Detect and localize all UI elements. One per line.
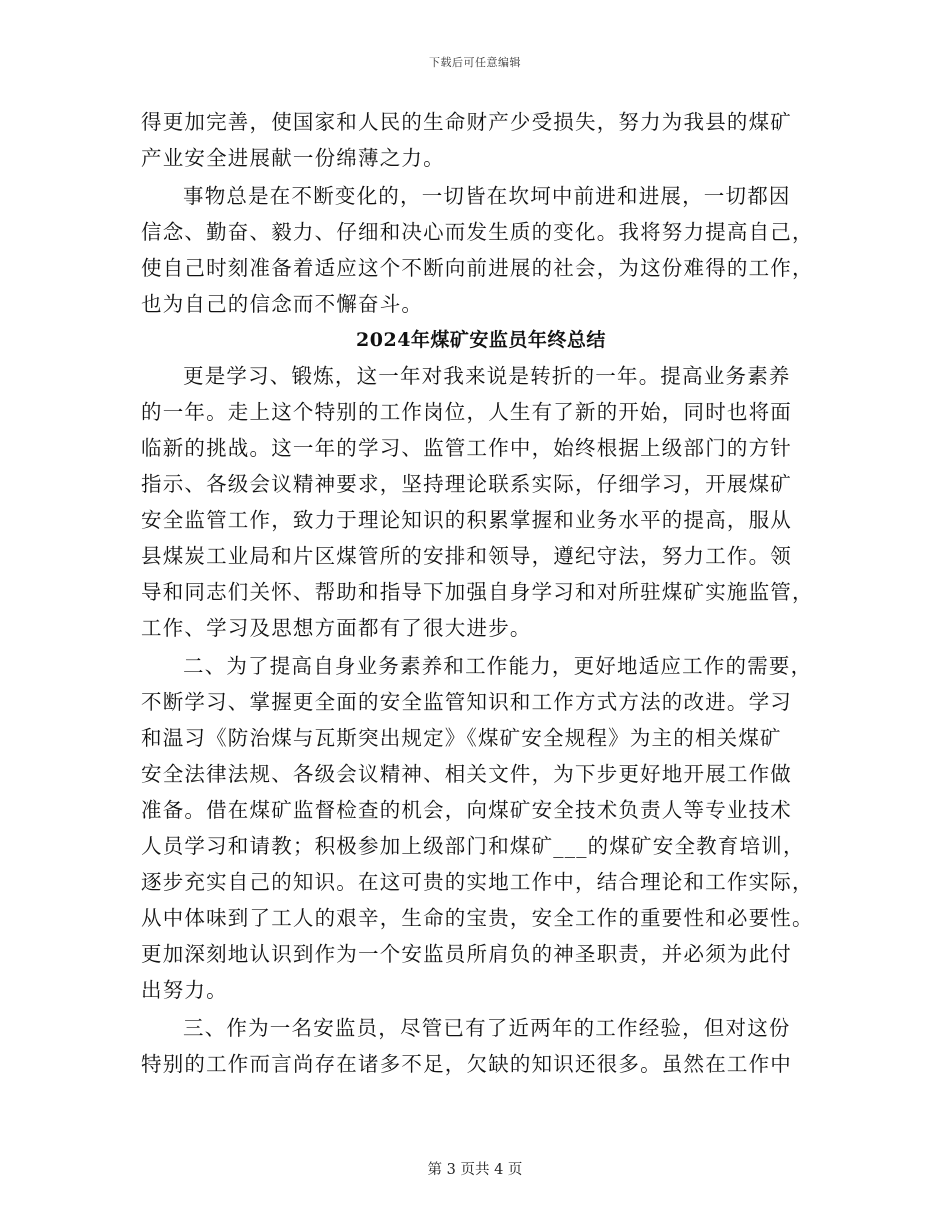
- paragraph-line: 使自己时刻准备着适应这个不断向前进展的社会，为这份难得的工作，: [141, 256, 814, 280]
- paragraph-line: 信念、勤奋、毅力、仔细和决心而发生质的变化。我将努力提高自己，: [141, 220, 814, 244]
- paragraph-line: 安全法律法规、各级会议精神、相关文件，为下步更好地开展工作做: [141, 762, 792, 786]
- paragraph-line: 特别的工作而言尚存在诸多不足，欠缺的知识还很多。虽然在工作中: [141, 1052, 792, 1076]
- paragraph-line: 工作、学习及思想方面都有了很大进步。: [141, 616, 532, 640]
- paragraph: [141, 648, 814, 1008]
- page-header: 下载后可任意编辑: [429, 56, 521, 69]
- paragraph-line: 从中体味到了工人的艰辛，生命的宝贵，安全工作的重要性和必要性。: [141, 906, 814, 930]
- paragraph-line: 指示、各级会议精神要求，坚持理论联系实际，仔细学习，开展煤矿: [141, 472, 792, 496]
- paragraph-line: 导和同志们关怀、帮助和指导下加强自身学习和对所驻煤矿实施监管，: [141, 580, 814, 604]
- page-footer: 第 3 页共 4 页: [427, 1162, 523, 1178]
- paragraph-line: 事物总是在不断变化的，一切皆在坎坷中前进和进展，一切都因: [183, 184, 791, 208]
- paragraph-line: 三、作为一名安监员，尽管已有了近两年的工作经验，但对这份: [183, 1016, 791, 1040]
- paragraph-line: 二、为了提高自身业务素养和工作能力，更好地适应工作的需要，: [183, 654, 813, 678]
- paragraph-line: 更加深刻地认识到作为一个安监员所肩负的神圣职责，并必须为此付: [141, 942, 792, 966]
- paragraph: [141, 178, 814, 322]
- paragraph: [141, 1010, 811, 1082]
- paragraph-line: 得更加完善，使国家和人民的生命财产少受损失，努力为我县的煤矿: [141, 110, 792, 134]
- document-body: [141, 104, 814, 1082]
- section-title: 2024年煤矿安监员年终总结: [356, 329, 606, 351]
- paragraph-line: 不断学习、掌握更全面的安全监管知识和工作方式方法的改进。学习: [141, 690, 792, 714]
- paragraph-line: 准备。借在煤矿监督检查的机会，向煤矿安全技术负责人等专业技术: [141, 798, 792, 822]
- paragraph-line: 和温习《防治煤与瓦斯突出规定》《煤矿安全规程》为主的相关煤矿: [141, 726, 782, 750]
- paragraph-line: 安全监管工作，致力于理论知识的积累掌握和业务水平的提高，服从: [141, 508, 792, 532]
- paragraph-line: 的一年。走上这个特别的工作岗位，人生有了新的开始，同时也将面: [141, 400, 792, 424]
- paragraph: [141, 104, 811, 176]
- paragraph-line: 人员学习和请教；积极参加上级部门和煤矿___的煤矿安全教育培训，: [141, 834, 805, 858]
- paragraph-line: 更是学习、锻炼，这一年对我来说是转折的一年。提高业务素养: [183, 364, 791, 388]
- paragraph-line: 也为自己的信念而不懈奋斗。: [141, 292, 424, 316]
- paragraph-line: 县煤炭工业局和片区煤管所的安排和领导，遵纪守法，努力工作。领: [141, 544, 792, 568]
- paragraph-line: 临新的挑战。这一年的学习、监管工作中，始终根据上级部门的方针: [141, 436, 792, 460]
- paragraph: [141, 358, 814, 646]
- paragraph-line: 逐步充实自己的知识。在这可贵的实地工作中，结合理论和工作实际，: [141, 870, 814, 894]
- paragraph-line: 产业安全进展献一份绵薄之力。: [141, 146, 445, 170]
- paragraph-line: 出努力。: [141, 978, 228, 1002]
